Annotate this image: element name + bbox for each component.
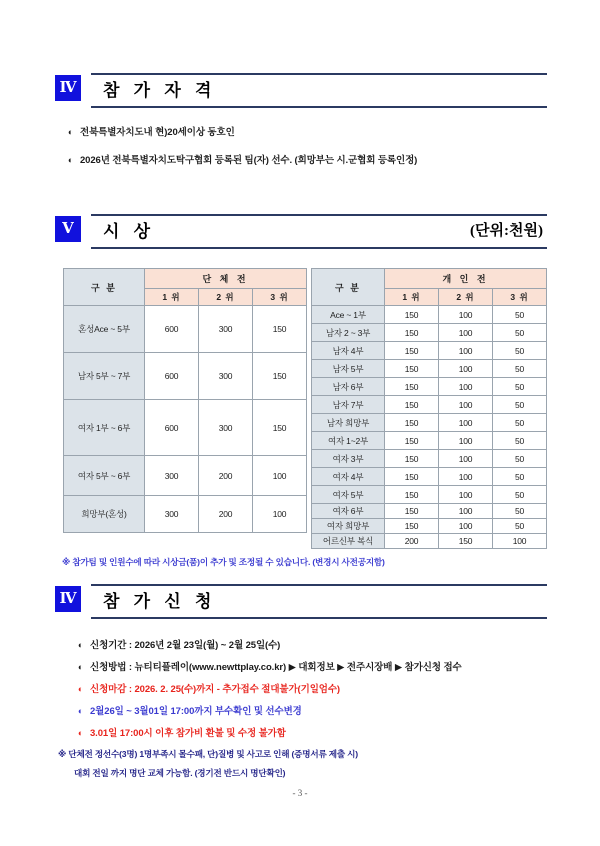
section-numeral-badge: Ⅴ: [55, 216, 81, 242]
team-group-header: 단 체 전: [145, 269, 307, 289]
team-row-value: 200: [199, 456, 253, 496]
application-bullet-3: [78, 681, 340, 695]
table-row: [312, 306, 547, 324]
individual-row-value: 50: [493, 378, 547, 396]
individual-row-value: 150: [385, 306, 439, 324]
team-corner-label: 구 분: [64, 269, 145, 306]
individual-row-value: 150: [385, 360, 439, 378]
team-rank-2-header: 2 위: [199, 288, 253, 305]
team-row-value: 600: [145, 400, 199, 456]
section-application-header: [55, 586, 547, 619]
table-row: [64, 456, 307, 496]
table-header-row: [312, 269, 547, 289]
individual-row-value: 150: [385, 324, 439, 342]
individual-row-label: 어르신부 복식: [312, 534, 385, 549]
qualification-bullet-1-text: 전북특별자치도내 현)20세이상 동호인: [80, 127, 235, 138]
individual-row-value: 50: [493, 486, 547, 504]
individual-row-value: 100: [493, 534, 547, 549]
table-row: [312, 534, 547, 549]
table-row: [312, 414, 547, 432]
application-footnote-1: ※ 단체전 정선수(3명) 1명부족시 몰수패, 단)질병 및 사고로 인해 (증명서류 제출 시): [58, 749, 358, 759]
individual-row-label: 여자 1~2부: [312, 432, 385, 450]
bullet-icon: ◐: [78, 728, 84, 738]
table-row: [312, 378, 547, 396]
individual-row-label: 여자 희망부: [312, 519, 385, 534]
team-row-value: 200: [199, 496, 253, 533]
individual-row-label: 남자 2 ~ 3부: [312, 324, 385, 342]
team-row-label: 희망부(혼성): [64, 496, 145, 533]
team-row-value: 150: [253, 306, 307, 353]
qualification-bullet-2: [68, 152, 417, 166]
individual-row-value: 50: [493, 432, 547, 450]
table-row: [312, 486, 547, 504]
section-awards-header: [55, 216, 547, 249]
individual-row-value: 150: [385, 378, 439, 396]
individual-row-value: 150: [385, 486, 439, 504]
individual-row-value: 50: [493, 342, 547, 360]
individual-row-value: 150: [385, 342, 439, 360]
individual-row-value: 50: [493, 504, 547, 519]
bullet-icon: ◐: [78, 684, 84, 694]
team-rank-1-header: 1 위: [145, 288, 199, 305]
individual-row-value: 150: [385, 519, 439, 534]
individual-row-value: 150: [385, 432, 439, 450]
individual-row-value: 100: [439, 342, 493, 360]
table-row: [64, 400, 307, 456]
individual-rank-2-header: 2 위: [439, 288, 493, 305]
table-row: [312, 468, 547, 486]
application-footnote-2: 대회 전일 까지 명단 교체 가능함. (경기전 반드시 명단확인): [74, 768, 286, 778]
awards-note: ※ 참가팀 및 인원수에 따라 시상금(품)이 추가 및 조정될 수 있습니다. (변경시 사전공지함): [62, 557, 385, 567]
individual-row-label: 남자 6부: [312, 378, 385, 396]
table-row: [312, 450, 547, 468]
bullet-icon: ◐: [78, 640, 84, 650]
team-row-value: 150: [253, 353, 307, 400]
individual-row-value: 50: [493, 396, 547, 414]
individual-row-label: 여자 5부: [312, 486, 385, 504]
team-row-value: 300: [145, 496, 199, 533]
team-row-value: 300: [199, 400, 253, 456]
individual-row-value: 100: [439, 468, 493, 486]
application-bullet-4-text: 2월26일 ~ 3월01일 17:00까지 부수확인 및 선수변경: [90, 706, 302, 717]
individual-row-value: 100: [439, 486, 493, 504]
bullet-icon: ◐: [68, 155, 74, 165]
individual-row-value: 50: [493, 414, 547, 432]
individual-row-value: 100: [439, 396, 493, 414]
individual-group-header: 개 인 전: [385, 269, 547, 289]
individual-prize-table: [311, 268, 547, 549]
individual-row-label: 남자 5부: [312, 360, 385, 378]
individual-row-value: 150: [385, 414, 439, 432]
section-numeral-badge: Ⅳ: [55, 75, 81, 101]
individual-rank-1-header: 1 위: [385, 288, 439, 305]
individual-row-value: 100: [439, 450, 493, 468]
table-row: [312, 396, 547, 414]
bullet-icon: ◐: [78, 662, 84, 672]
individual-row-value: 150: [439, 534, 493, 549]
individual-row-value: 50: [493, 324, 547, 342]
table-row: [312, 519, 547, 534]
application-bullet-5-text: 3.01일 17:00시 이후 참가비 환불 및 수정 불가함: [90, 728, 286, 739]
individual-row-value: 150: [385, 450, 439, 468]
team-row-value: 300: [199, 353, 253, 400]
individual-row-value: 50: [493, 519, 547, 534]
table-row: [64, 496, 307, 533]
table-row: [64, 353, 307, 400]
section-numeral-badge: Ⅳ: [55, 586, 81, 612]
application-bullet-1-text: 신청기간 : 2026년 2월 23일(월) ~ 2월 25일(수): [90, 640, 281, 651]
individual-corner-label: 구 분: [312, 269, 385, 306]
application-bullet-3-text: 신청마감 : 2026. 2. 25(수)까지 - 추가접수 절대불가(기일엄수): [90, 684, 340, 695]
team-row-value: 600: [145, 353, 199, 400]
qualification-bullet-2-text: 2026년 전북특별자치도탁구협회 등록된 팀(자) 선수. (희망부는 시.군협회 등록인정): [80, 155, 418, 166]
individual-row-value: 50: [493, 306, 547, 324]
application-bullet-1: [78, 637, 280, 651]
bullet-icon: ◐: [78, 706, 84, 716]
application-bullet-5: [78, 725, 286, 739]
individual-row-label: 남자 희망부: [312, 414, 385, 432]
team-row-value: 300: [199, 306, 253, 353]
team-row-label: 남자 5부 ~ 7부: [64, 353, 145, 400]
individual-rank-3-header: 3 위: [493, 288, 547, 305]
individual-row-label: 남자 4부: [312, 342, 385, 360]
individual-row-value: 100: [439, 504, 493, 519]
page-number: - 3 -: [292, 788, 308, 798]
table-row: [312, 432, 547, 450]
table-row: [312, 342, 547, 360]
application-bullet-2: [78, 659, 462, 673]
individual-row-value: 150: [385, 468, 439, 486]
section-qualification-header: [55, 75, 547, 108]
team-row-label: 여자 5부 ~ 6부: [64, 456, 145, 496]
individual-row-label: 여자 3부: [312, 450, 385, 468]
section-title-awards: 시 상: [103, 222, 156, 241]
application-bullet-2-text: 신청방법 : 뉴티티플레이(www.newttplay.co.kr) ▶ 대회정보 ▶ 전주시장배 ▶ 참가신청 접수: [90, 662, 462, 673]
team-row-label: 여자 1부 ~ 6부: [64, 400, 145, 456]
qualification-bullet-1: [68, 124, 235, 138]
section-title-qualification: 참 가 자 격: [103, 81, 217, 100]
section-title-application: 참 가 신 청: [103, 592, 217, 611]
individual-row-value: 100: [439, 306, 493, 324]
team-row-value: 300: [145, 456, 199, 496]
team-row-value: 600: [145, 306, 199, 353]
bullet-icon: ◐: [68, 127, 74, 137]
table-header-row: [64, 269, 307, 289]
team-row-value: 100: [253, 456, 307, 496]
team-rank-3-header: 3 위: [253, 288, 307, 305]
table-row: [312, 504, 547, 519]
individual-row-value: 150: [385, 504, 439, 519]
awards-unit-label: (단위:천원): [470, 223, 543, 239]
table-row: [64, 306, 307, 353]
table-row: [312, 360, 547, 378]
individual-row-value: 100: [439, 432, 493, 450]
individual-row-value: 50: [493, 468, 547, 486]
individual-row-value: 150: [385, 396, 439, 414]
application-bullet-4: [78, 703, 302, 717]
individual-row-value: 100: [439, 519, 493, 534]
individual-row-label: Ace ~ 1부: [312, 306, 385, 324]
team-row-value: 100: [253, 496, 307, 533]
individual-row-label: 남자 7부: [312, 396, 385, 414]
individual-row-value: 200: [385, 534, 439, 549]
team-row-label: 혼성Ace ~ 5부: [64, 306, 145, 353]
team-prize-table: [63, 268, 307, 533]
individual-row-label: 여자 6부: [312, 504, 385, 519]
individual-row-value: 100: [439, 324, 493, 342]
team-row-value: 150: [253, 400, 307, 456]
individual-row-value: 50: [493, 360, 547, 378]
individual-row-value: 50: [493, 450, 547, 468]
individual-row-label: 여자 4부: [312, 468, 385, 486]
table-row: [312, 324, 547, 342]
individual-row-value: 100: [439, 360, 493, 378]
individual-row-value: 100: [439, 414, 493, 432]
individual-row-value: 100: [439, 378, 493, 396]
